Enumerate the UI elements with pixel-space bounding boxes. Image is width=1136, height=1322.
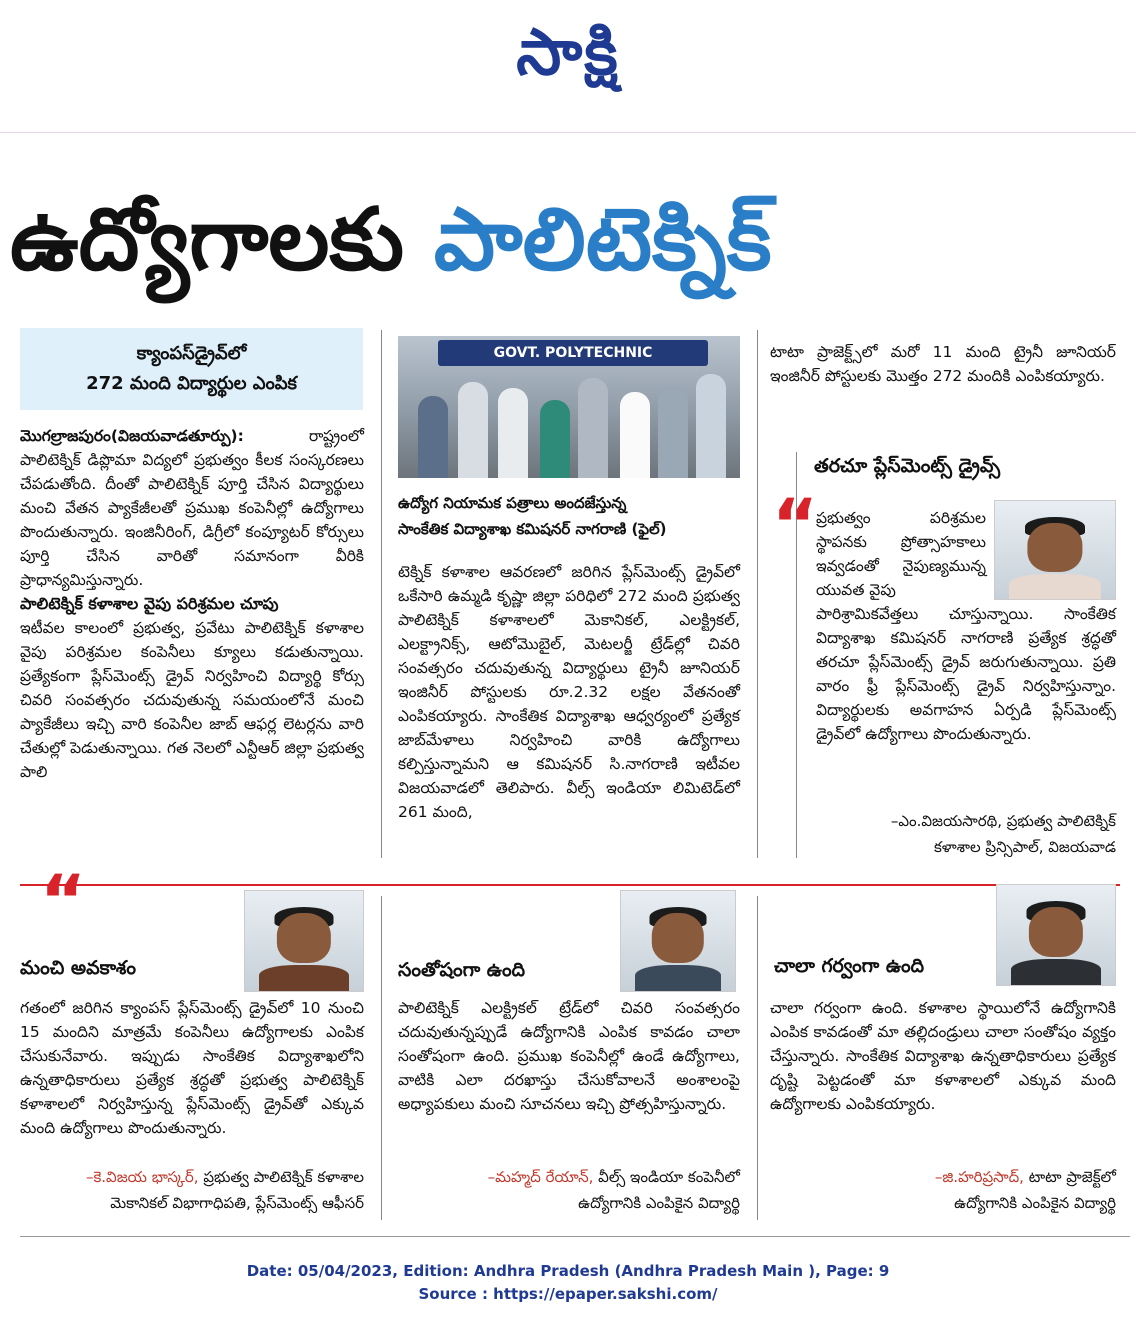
- kicker-line-2: 272 మంది విద్యార్థుల ఎంపిక: [86, 373, 297, 394]
- quote-1-attribution: [20, 1164, 364, 1216]
- column-divider-1: [381, 330, 382, 858]
- portrait-shirt: [259, 965, 349, 991]
- principal-portrait: [994, 500, 1116, 600]
- photo-person: [540, 400, 570, 478]
- quote-2-attribution: [398, 1164, 740, 1216]
- quote-1-attrib-role: ప్రభుత్వ పాలిటెక్నిక్ కళాశాల: [198, 1168, 364, 1186]
- footer-source-line: Source : https://epaper.sakshi.com/: [418, 1285, 718, 1303]
- article-para-2: ఇటీవల కాలంలో ప్రభుత్వ, ప్రవేటు పాలిటెక్నిక్ కళాశాల వైపు పరిశ్రమల కంపెనీలు క్యూలు కడుతున్నాయి. ప్రత్యేకంగా ప్లేస్‌మెంట్స్ డ్రైవ్ నిర్వహించి విద్యార్థి కోర్సు చివరి సంవత్సరం చదువుతున్న సమయంలోనే మంచి ప్యాకేజీలు ఇచ్చి వారి కంపెనీల జాబ్ ఆఫర్ల లెటర్లను వారి చేతుల్లో పెడుతున్నాయి. గత నెలలో ఎన్టీఆర్ జిల్లా ప్రభుత్వ పాలి: [20, 619, 364, 781]
- article-subhead: పాలిటెక్నిక్ కళాశాల వైపు పరిశ్రమల చూపు: [20, 594, 279, 613]
- photo-person: [696, 374, 726, 478]
- page-headline: [10, 170, 1130, 310]
- quote-1-attrib-name: –కె.విజయ భాస్కర్,: [85, 1168, 199, 1186]
- photo-caption-line-2: సాంకేతిక విద్యాశాఖ కమిషనర్ నాగరాణి (ఫైల్): [398, 520, 667, 538]
- quotes-divider-2: [757, 896, 758, 1220]
- quotes-divider-1: [381, 896, 382, 1220]
- quote-3-title: చాలా గర్వంగా ఉంది: [774, 955, 925, 977]
- quote-2-attrib-line-2: ఉద్యోగానికి ఎంపికైన విద్యార్థి: [578, 1194, 740, 1212]
- masthead-divider: [0, 132, 1136, 133]
- quote-mark-icon: “: [40, 860, 87, 942]
- footer-divider: [20, 1236, 1130, 1237]
- sidebar-attrib-line-2: కళాశాల ప్రిన్సిపాల్, విజయవాడ: [933, 838, 1116, 856]
- photo-person: [498, 388, 528, 478]
- portrait-shirt: [1009, 574, 1100, 599]
- photo-person: [578, 378, 608, 478]
- portrait-face: [652, 913, 704, 963]
- article-col3-para: టాటా ప్రాజెక్ట్స్‌లో మరో 11 మంది ట్రైనీ జూనియర్ ఇంజినీర్ పోస్టులకు మొత్తం 272 మందికి ఎంపికయ్యారు.: [770, 343, 1116, 385]
- kicker-box: [20, 328, 363, 410]
- portrait-shirt: [635, 965, 722, 991]
- sidebar-quote-title: తరచూ ప్లేస్‌మెంట్స్ డ్రైవ్స్: [814, 455, 1001, 477]
- quote-2-body: [398, 996, 740, 1116]
- footer-date-line: Date: 05/04/2023, Edition: Andhra Pradesh (Andhra Pradesh Main ), Page: 9: [246, 1262, 890, 1280]
- quote-2-attrib-line-1: [398, 1164, 740, 1190]
- quote-3-text: చాలా గర్వంగా ఉంది. కళాశాల స్థాయిలోనే ఉద్యోగానికి ఎంపిక కావడంతో మా తల్లిదండ్రులు చాలా సంతోషం వ్యక్తం చేస్తున్నారు. సాంకేతిక విద్యాశాఖ ఉన్నతాధికారులు ప్రత్యేక దృష్టి పెట్టడంతో మా కళాశాలలో ఎక్కువ మంది ఉద్యోగాలకు ఎంపికయ్యారు.: [770, 999, 1116, 1113]
- quote-mark-icon: “: [772, 484, 819, 566]
- quote-3-attrib-line-1: [770, 1164, 1116, 1190]
- quote-1-title: మంచి అవకాశం: [20, 957, 136, 979]
- photo-person: [658, 386, 688, 478]
- quote-1-attrib-line-1: [20, 1164, 364, 1190]
- portrait-face: [1027, 523, 1082, 572]
- quote-2-text: పాలిటెక్నిక్ ఎలక్ట్రికల్ ట్రేడ్‌లో చివరి సంవత్సరం చదువుతున్నప్పుడే ఉద్యోగానికి ఎంపిక కావడం చాలా సంతోషంగా ఉంది. ప్రముఖ కంపెనీల్లో ఉండే ఉద్యోగాలు, వాటికి ఎలా దరఖాస్తు చేసుకోవాలనే అంశాలంపై అధ్యాపకులు మంచి సూచనలు ఇచ్చి ప్రోత్సహిస్తున్నారు.: [398, 999, 740, 1113]
- photo-caption: [398, 490, 740, 542]
- portrait-face: [277, 913, 331, 963]
- quote-1-attrib-line-2: మెకానికల్ విభాగాధిపతి, ప్లేస్‌మెంట్స్ ఆఫీసర్: [110, 1194, 364, 1212]
- masthead: [0, 0, 1136, 120]
- quote-2-attrib-role: వీల్స్ ఇండియా కంపెనీలో: [593, 1168, 740, 1186]
- quote-2-title: సంతోషంగా ఉంది: [398, 959, 526, 981]
- article-column-2: [398, 560, 740, 824]
- article-para-1-text: రాష్ట్రంలో పాలిటెక్నిక్ డిప్లొమా విద్యలో ప్రభుత్వం కీలక సంస్కరణలు చేపడుతోంది. దీంతో పాలిటెక్నిక్ పూర్తి చేసిన విద్యార్థులు మంచి వేతన ప్యాకేజీలతో ప్రముఖ కంపెనీల్లో ఉద్యోగాలు పొందుతున్నారు. ఇంజినీరింగ్, డిగ్రీలో కంప్యూటర్ కోర్సులు పూర్తి చేసిన వారితో సమానంగా వీరికి ప్రాధాన్యమిస్తున్నారు.: [20, 427, 364, 589]
- quote-1-text: గతంలో జరిగిన క్యాంపస్ ప్లేస్‌మెంట్స్ డ్రైవ్‌లో 10 నుంచి 15 మందిని మాత్రమే కంపెనీలు ఉద్యోగాలకు ఎంపిక చేసుకునేవారు. ఇప్పుడు సాంకేతిక విద్యాశాఖలోని ఉన్నతాధికారులు ప్రత్యేక శ్రద్ధతో ప్రభుత్వ పాలిటెక్నిక్ కళాశాలలో నిర్వహిస్తున్న ప్లేస్‌మెంట్స్ డ్రైవ్‌తో ఎక్కువ మంది ఉద్యోగాలు పొందుతున్నారు.: [20, 999, 364, 1137]
- article-column-1: [20, 424, 364, 784]
- photo-person: [458, 382, 488, 478]
- photo-banner: GOVT. POLYTECHNIC: [438, 340, 708, 366]
- quote-1-portrait: [244, 890, 364, 992]
- photo-person: [620, 392, 650, 478]
- quote-3-attribution: [770, 1164, 1116, 1216]
- kicker-line-1: క్యాంపస్‌డ్రైవ్‌లో: [136, 343, 247, 364]
- quote-3-portrait: [996, 884, 1116, 986]
- article-column-3: [770, 340, 1116, 388]
- column-divider-2: [757, 330, 758, 858]
- article-col2-para: టెక్నిక్ కళాశాల ఆవరణలో జరిగిన ప్లేస్‌మెంట్స్ డ్రైవ్‌లో ఒకేసారి ఉమ్మడి కృష్ణా జిల్లా పరిధిలో 272 మంది ప్రభుత్వ పాలిటెక్నిక్ కళాశాలలో మెకానికల్, ఎలక్ట్రికల్, ఎలక్ట్రానిక్స్, ఆటోమొబైల్, మెటలర్జీ ట్రేడ్‌ల్లో చివరి సంవత్సరం చదువుతున్న విద్యార్థులు ట్రైనీ జూనియర్ ఇంజినీర్ పోస్టులకు రూ.2.32 లక్షల వేతనంతో ఎంపికయ్యారు. సాంకేతిక విద్యాశాఖ ఆధ్వర్యంలో ప్రత్యేక జాబ్‌మేళాలు నిర్వహించి వారికి ఉద్యోగాలు కల్పిస్తున్నామని ఆ కమిషనర్ సి.నాగరాణి ఇటీవల విజయవాడలో తెలిపారు. వీల్స్ ఇండియా లిమిటెడ్‌లో 261 మంది,: [398, 563, 740, 821]
- article-para-1: [20, 424, 364, 592]
- photo-person: [418, 396, 448, 478]
- quote-3-attrib-name: –జి.హరిప్రసాద్,: [934, 1168, 1024, 1186]
- quotes-section-rule: [20, 884, 1120, 886]
- sidebar-quote-body-wide: [816, 602, 1116, 746]
- portrait-face: [1029, 907, 1083, 957]
- event-photo: [398, 336, 740, 478]
- headline-part-black: ఉద్యోగాలకు: [10, 190, 434, 290]
- quote-2-portrait: [620, 890, 736, 992]
- sidebar-quote-text-1: ప్రభుత్వం పరిశ్రమల స్థాపనకు ప్రోత్సాహకాలు ఇవ్వడంతో నైపుణ్యమున్న యువత వైపు: [816, 509, 986, 599]
- sidebar-attrib-line-1: –ఎం.విజయసారథి, ప్రభుత్వ పాలిటెక్నిక్: [890, 812, 1116, 830]
- headline-part-blue: పాలిటెక్నిక్: [433, 190, 772, 290]
- portrait-shirt: [1011, 959, 1101, 985]
- sidebar-quote-text-2: పారిశ్రామికవేత్తలు చూస్తున్నాయి. సాంకేతిక విద్యాశాఖ కమిషనర్ నాగరాణి ప్రత్యేక శ్రద్ధతో తరచూ ప్లేస్‌మెంట్స్ డ్రైవ్ జరుగుతున్నాయి. ప్రతి వారం ఫ్రీ ప్లేస్‌మెంట్స్ డ్రైవ్ నిర్వహిస్తున్నాం. విద్యార్థులకు అవగాహన ఏర్పడి ప్లేస్‌మెంట్స్ డ్రైవ్‌లో ఉద్యోగాలు పొందుతున్నారు.: [816, 605, 1116, 743]
- sidebar-quote-body-narrow: [816, 506, 986, 602]
- quote-3-body: [770, 996, 1116, 1116]
- quote-3-attrib-line-2: ఉద్యోగానికి ఎంపికైన విద్యార్థి: [954, 1194, 1116, 1212]
- quote-3-attrib-role: టాటా ప్రాజెక్ట్‌లో: [1023, 1168, 1116, 1186]
- quote-1-body: [20, 996, 364, 1140]
- sidebar-quote-attribution: [800, 808, 1116, 860]
- dateline: మొగల్రాజపురం(విజయవాడతూర్పు):: [20, 427, 244, 445]
- quote-2-attrib-name: –మహ్మద్ రేయాన్,: [487, 1168, 594, 1186]
- sakshi-logo: సాక్షి: [516, 15, 620, 90]
- photo-caption-line-1: ఉద్యోగ నియామక పత్రాలు అందజేస్తున్న: [398, 494, 627, 512]
